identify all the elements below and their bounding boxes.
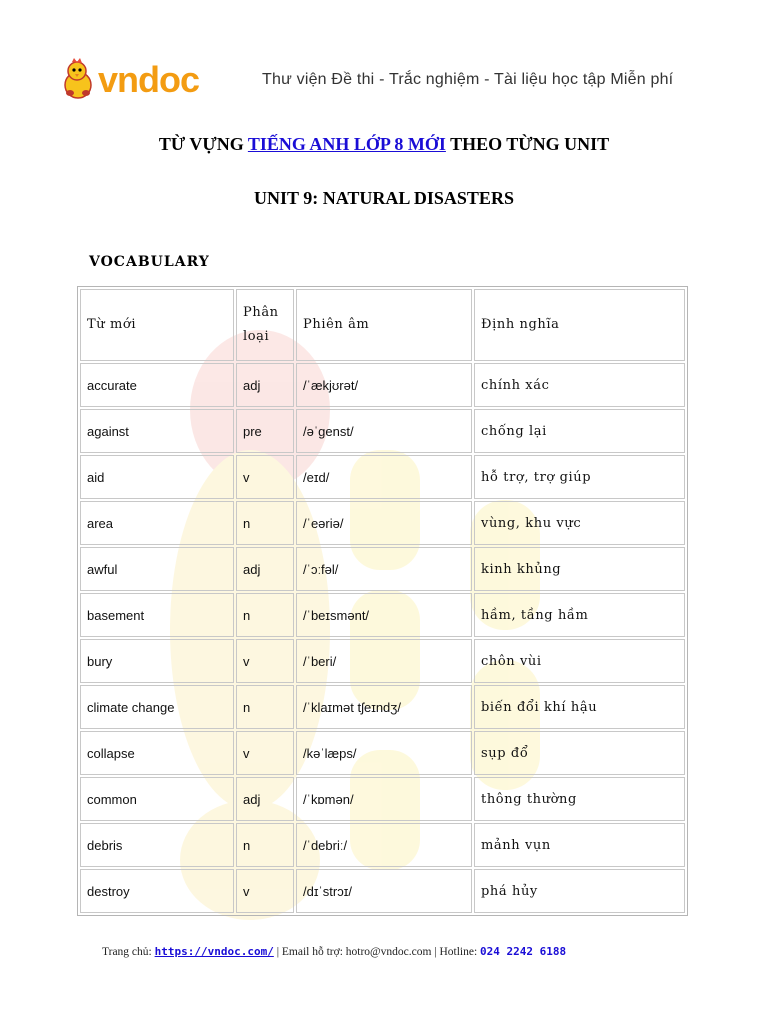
cell-word: climate change <box>80 685 234 729</box>
cell-meaning: phá hủy <box>474 869 685 913</box>
cell-meaning: hầm, tầng hầm <box>474 593 685 637</box>
cell-meaning: kinh khủng <box>474 547 685 591</box>
cell-type: n <box>236 501 294 545</box>
table-row <box>80 363 685 407</box>
cell-type: n <box>236 823 294 867</box>
cell-word: debris <box>80 823 234 867</box>
footer-home-label: Trang chủ: <box>102 946 155 958</box>
logo-text: vndoc <box>98 59 200 100</box>
cell-pronunciation: /ˈklaɪmət tʃeɪndʒ/ <box>296 685 472 729</box>
cell-pronunciation: /ˈeəriə/ <box>296 501 472 545</box>
cell-meaning: chính xác <box>474 363 685 407</box>
title-prefix: TỪ VỰNG <box>158 134 248 154</box>
cell-meaning: chống lại <box>474 409 685 453</box>
cell-meaning: mảnh vụn <box>474 823 685 867</box>
title-link[interactable]: TIẾNG ANH LỚP 8 MỚI <box>247 134 446 154</box>
cell-meaning: hỗ trợ, trợ giúp <box>474 455 685 499</box>
cell-word: basement <box>80 593 234 637</box>
cell-type: adj <box>236 547 294 591</box>
cell-type: v <box>236 639 294 683</box>
cell-pronunciation: /dɪˈstrɔɪ/ <box>296 869 472 913</box>
cell-word: awful <box>80 547 234 591</box>
unit-title: UNIT 9: NATURAL DISASTERS <box>254 188 514 208</box>
table-row <box>80 823 685 867</box>
vocabulary-table <box>77 286 688 916</box>
cell-type: n <box>236 685 294 729</box>
cell-pronunciation: /eɪd/ <box>296 455 472 499</box>
cell-pronunciation: /ˈækjʊrət/ <box>296 363 472 407</box>
table-row <box>80 501 685 545</box>
page-footer <box>102 945 566 958</box>
cell-type: n <box>236 593 294 637</box>
cell-word: common <box>80 777 234 821</box>
cell-type: adj <box>236 363 294 407</box>
cell-type: v <box>236 731 294 775</box>
cell-pronunciation: /ˈkɒmən/ <box>296 777 472 821</box>
table-row <box>80 593 685 637</box>
cell-pronunciation: /ˈbeɪsmənt/ <box>296 593 472 637</box>
cell-type: pre <box>236 409 294 453</box>
cell-type: v <box>236 869 294 913</box>
header-type: Phân loại <box>236 289 294 361</box>
table-row <box>80 685 685 729</box>
cell-pronunciation: /əˈgenst/ <box>296 409 472 453</box>
cell-pronunciation: /kəˈlæps/ <box>296 731 472 775</box>
cell-meaning: sụp đổ <box>474 731 685 775</box>
table-row <box>80 639 685 683</box>
section-heading: VOCABULARY <box>89 254 210 270</box>
chicken-mascot-icon <box>60 57 100 101</box>
cell-pronunciation: /ˈɔːfəl/ <box>296 547 472 591</box>
cell-meaning: thông thường <box>474 777 685 821</box>
table-row <box>80 547 685 591</box>
cell-word: against <box>80 409 234 453</box>
header-word: Từ mới <box>80 289 234 361</box>
document-title <box>0 134 768 155</box>
cell-word: collapse <box>80 731 234 775</box>
cell-word: destroy <box>80 869 234 913</box>
table-row <box>80 731 685 775</box>
cell-pronunciation: /ˈberi/ <box>296 639 472 683</box>
header-pronunciation: Phiên âm <box>296 289 472 361</box>
table-row <box>80 869 685 913</box>
title-suffix: THEO TỪNG UNIT <box>445 134 610 154</box>
cell-word: accurate <box>80 363 234 407</box>
cell-word: aid <box>80 455 234 499</box>
footer-home-link[interactable]: https://vndoc.com/ <box>154 945 274 958</box>
table-row <box>80 409 685 453</box>
header-meaning: Định nghĩa <box>474 289 685 361</box>
cell-type: v <box>236 455 294 499</box>
cell-pronunciation: /ˈdebriː/ <box>296 823 472 867</box>
cell-meaning: vùng, khu vực <box>474 501 685 545</box>
site-tagline: Thư viện Đề thi - Trắc nghiệm - Tài liệu học tập Miễn phí <box>262 71 674 88</box>
cell-meaning: chôn vùi <box>474 639 685 683</box>
cell-word: area <box>80 501 234 545</box>
footer-support-text: | Email hỗ trợ: hotro@vndoc.com | Hotline: <box>273 946 481 958</box>
table-row <box>80 777 685 821</box>
table-row <box>80 455 685 499</box>
cell-word: bury <box>80 639 234 683</box>
footer-hotline: 024 2242 6188 <box>480 945 567 958</box>
cell-meaning: biến đổi khí hậu <box>474 685 685 729</box>
page-header <box>0 55 768 107</box>
table-header-row <box>80 289 685 361</box>
vndoc-logo[interactable] <box>60 61 210 101</box>
cell-type: adj <box>236 777 294 821</box>
